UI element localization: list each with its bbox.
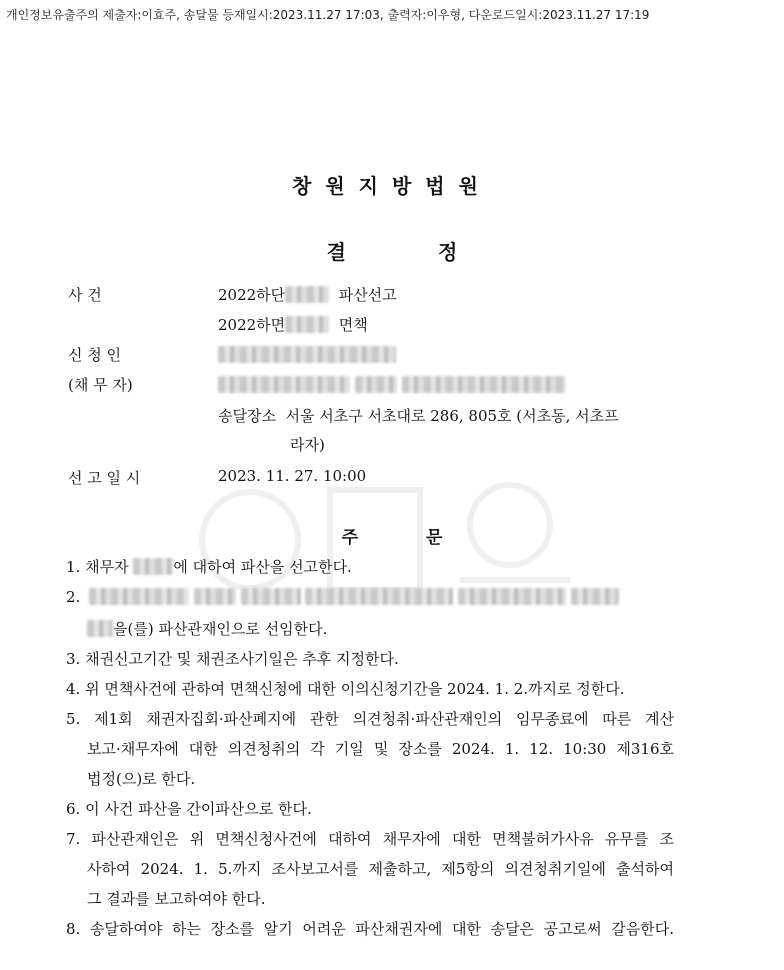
order-1-text-b: 에 대하여 파산을 선고한다. — [173, 558, 352, 576]
case-prefix-1: 2022하단 — [218, 286, 286, 304]
order-7-line-3: 그 결과를 보고하여야 한다. — [87, 890, 266, 908]
section-title-char-1: 주 — [341, 528, 358, 548]
order-7-line-2: 사하여 2024. 1. 5.까지 조사보고서를 제출하고, 제5항의 의견청취기일에 출석하여 — [87, 860, 674, 878]
order-5-line-1: 5. 제1회 채권자집회·파산폐지에 관한 의견청취·파산관재인의 임무종료에 따른 계산 — [66, 710, 674, 728]
redacted-trustee-4 — [305, 588, 453, 605]
section-title-order — [0, 523, 784, 548]
redacted-address-2 — [355, 376, 397, 393]
order-5-line-2: 보고·채무자에 대한 의견청취의 각 기일 및 장소를 2024. 1. 12. 10:30 제316호 — [87, 740, 674, 758]
decision-date-label: 선 고 일 시 — [68, 469, 141, 487]
case-label-text: 사 건 — [68, 286, 102, 304]
redacted-address-1 — [218, 376, 350, 393]
order-3: 3. 채권신고기간 및 채권조사기일은 추후 지정한다. — [66, 650, 399, 668]
order-6: 6. 이 사건 파산을 간이파산으로 한다. — [66, 800, 312, 818]
redacted-trustee-3 — [241, 588, 301, 605]
order-7-line-1: 7. 파산관재인은 위 면책신청사건에 대하여 채무자에 대한 면책불허가사유 유무를 조 — [66, 830, 674, 848]
case-suffix-2: 면책 — [338, 316, 368, 334]
case-prefix-2: 2022하면 — [218, 316, 286, 334]
service-address-line-1: 서울 서초구 서초대로 286, 805호 (서초동, 서초프 — [285, 407, 619, 425]
case-label — [68, 284, 154, 305]
applicant-label: 신 청 인 — [68, 346, 122, 364]
document-type-char-1: 결 — [326, 240, 346, 264]
service-address — [218, 405, 619, 426]
debtor-label: (채 무 자) — [68, 376, 133, 394]
redacted-trustee-5 — [458, 588, 566, 605]
court-name: 창원지방법원 — [292, 174, 492, 198]
redacted-case-number — [285, 316, 329, 333]
applicant-name-redacted — [218, 346, 396, 364]
order-2-continuation — [87, 618, 327, 639]
order-2-number: 2. — [66, 588, 81, 606]
redacted-trustee-1 — [89, 588, 189, 605]
case-number-discharge — [218, 314, 368, 335]
redacted-case-number — [285, 286, 329, 303]
order-8: 8. 송달하여야 하는 장소를 알기 어려운 파산채권자에 대한 송달은 공고로써 갈음한다. — [66, 920, 674, 938]
case-suffix-1: 파산선고 — [338, 286, 397, 304]
order-1-number: 1. — [66, 558, 81, 576]
order-4: 4. 위 면책사건에 관하여 면책신청에 대한 이의신청기간을 2024. 1. 2.까지로 정한다. — [66, 680, 625, 698]
print-header: 개인정보유출주의 제출자:이효주, 송달물 등재일시:2023.11.27 17:03, 출력자:이우형, 다운로드일시:2023.11.27 17:19 — [6, 8, 650, 22]
service-label: 송달장소 — [218, 407, 276, 425]
document-type — [0, 236, 784, 265]
redacted-debtor-name — [133, 558, 173, 575]
document-type-char-2: 정 — [438, 240, 458, 264]
order-2-text: 을(를) 파산관재인으로 선임한다. — [113, 620, 328, 638]
order-1 — [66, 556, 352, 577]
order-2 — [66, 588, 619, 606]
case-number-bankruptcy — [218, 284, 397, 305]
service-address-line-2: 라자) — [290, 436, 325, 454]
redacted-applicant — [218, 346, 396, 363]
debtor-address-redacted — [218, 376, 566, 394]
order-1-text-a: 채무자 — [85, 558, 129, 576]
redacted-trustee-6 — [571, 588, 619, 605]
redacted-address-3 — [402, 376, 566, 393]
decision-date-value: 2023. 11. 27. 10:00 — [218, 467, 367, 485]
section-title-char-2: 문 — [426, 528, 443, 548]
order-5-line-3: 법정(으)로 한다. — [87, 770, 196, 788]
redacted-trustee-name — [87, 620, 113, 637]
redacted-trustee-2 — [194, 588, 236, 605]
